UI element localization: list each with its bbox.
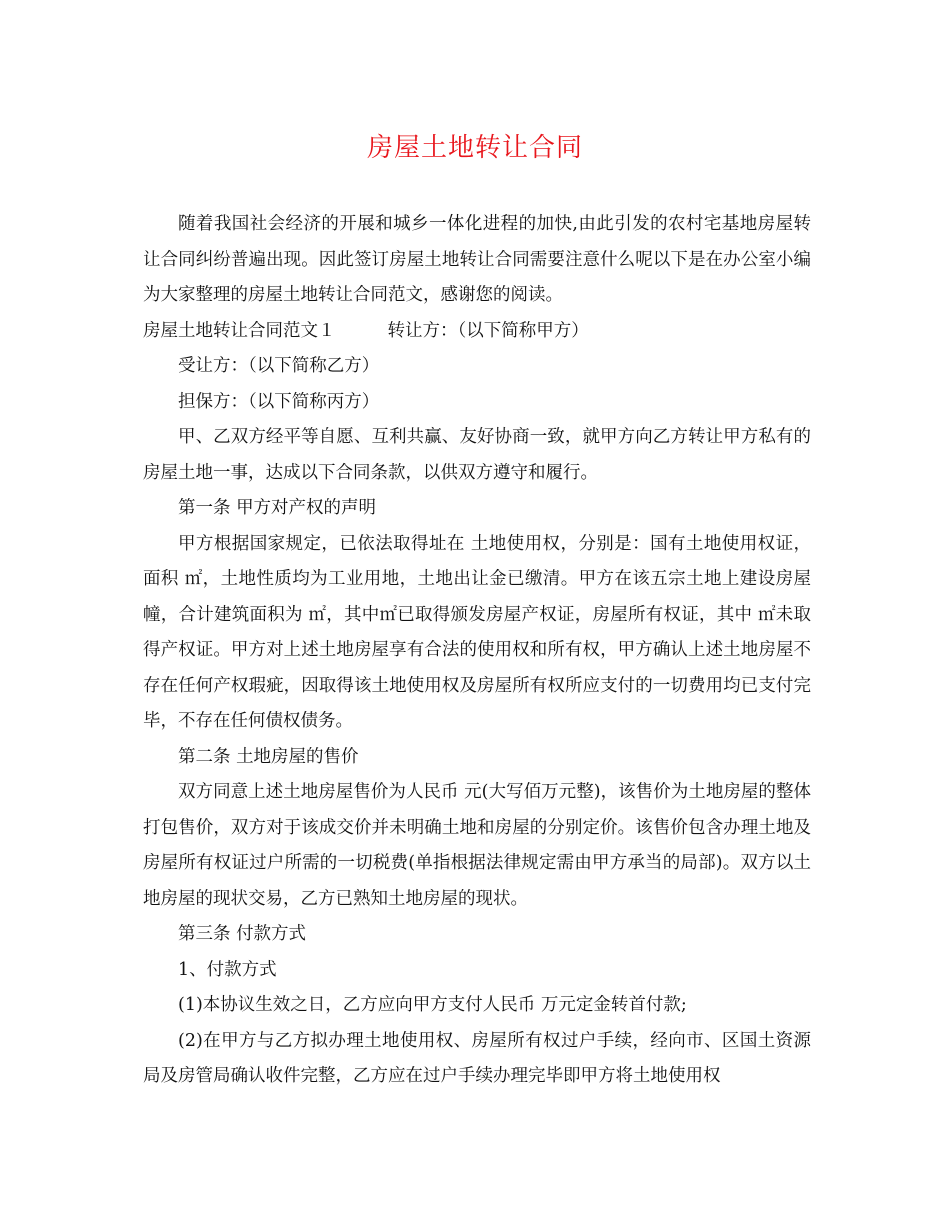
preamble-paragraph: 甲、乙双方经平等自愿、互利共赢、友好协商一致，就甲方向乙方转让甲方私有的房屋土地一事，达成以下合同条款，以供双方遵守和履行。 (143, 427, 811, 483)
document-body (143, 207, 811, 1095)
intro-paragraph: 随着我国社会经济的开展和城乡一体化进程的加快,由此引发的农村宅基地房屋转让合同纠纷普遍出现。因此签订房屋土地转让合同需要注意什么呢以下是在办公室小编为大家整理的房屋土地转让合同范文，感谢您的阅读。 (143, 214, 811, 305)
article3-title: 第三条 付款方式 (178, 924, 307, 944)
sample-heading-line (143, 314, 811, 350)
article1-paragraph: 甲方根据国家规定，已依法取得址在 土地使用权，分别是：国有土地使用权证，面积 ㎡，土地性质均为工业用地，土地出让金已缴清。甲方在该五宗土地上建设房屋幢，合计建筑面积为 ㎡，其中㎡已取得颁发房屋产权证，房屋所有权证，其中 ㎡未取得产权证。甲方对上述土地房屋享有合法的使用权和所有权，甲方确认上述土地房屋不存在任何产权瑕疵，因取得该土地使用权及房屋所有权所应支付的一切费用均已支付完毕，不存在任何债权债务。 (143, 533, 811, 731)
payment-item-2: (2)在甲方与乙方拟办理土地使用权、房屋所有权过户手续，经向市、区国土资源局及房管局确认收件完整，乙方应在过户手续办理完毕即甲方将土地使用权 (143, 1030, 811, 1086)
transferee-line: 受让方：（以下简称乙方） (178, 356, 380, 376)
transferor-line: 转让方：（以下简称甲方） (387, 320, 589, 341)
document-title: 房屋土地转让合同 (366, 133, 583, 163)
article1-title: 第一条 甲方对产权的声明 (178, 498, 377, 518)
payment-heading: 1、付款方式 (178, 959, 277, 980)
article2-title: 第二条 土地房屋的售价 (178, 746, 359, 767)
sample-heading: 房屋土地转让合同范文１ (143, 320, 336, 341)
guarantor-line: 担保方：（以下简称丙方） (178, 391, 380, 412)
article2-paragraph: 双方同意上述土地房屋售价为人民币 元(大写佰万元整)，该售价为土地房屋的整体打包售价，双方对于该成交价并未明确土地和房屋的分别定价。该售价包含办理土地及房屋所有权证过户所需的一切税费(单指根据法律规定需由甲方承当的局部)。双方以土地房屋的现状交易，乙方已熟知土地房屋的现状。 (143, 782, 811, 909)
payment-item-1: (1)本协议生效之日，乙方应向甲方支付人民币 万元定金转首付款; (178, 995, 687, 1015)
